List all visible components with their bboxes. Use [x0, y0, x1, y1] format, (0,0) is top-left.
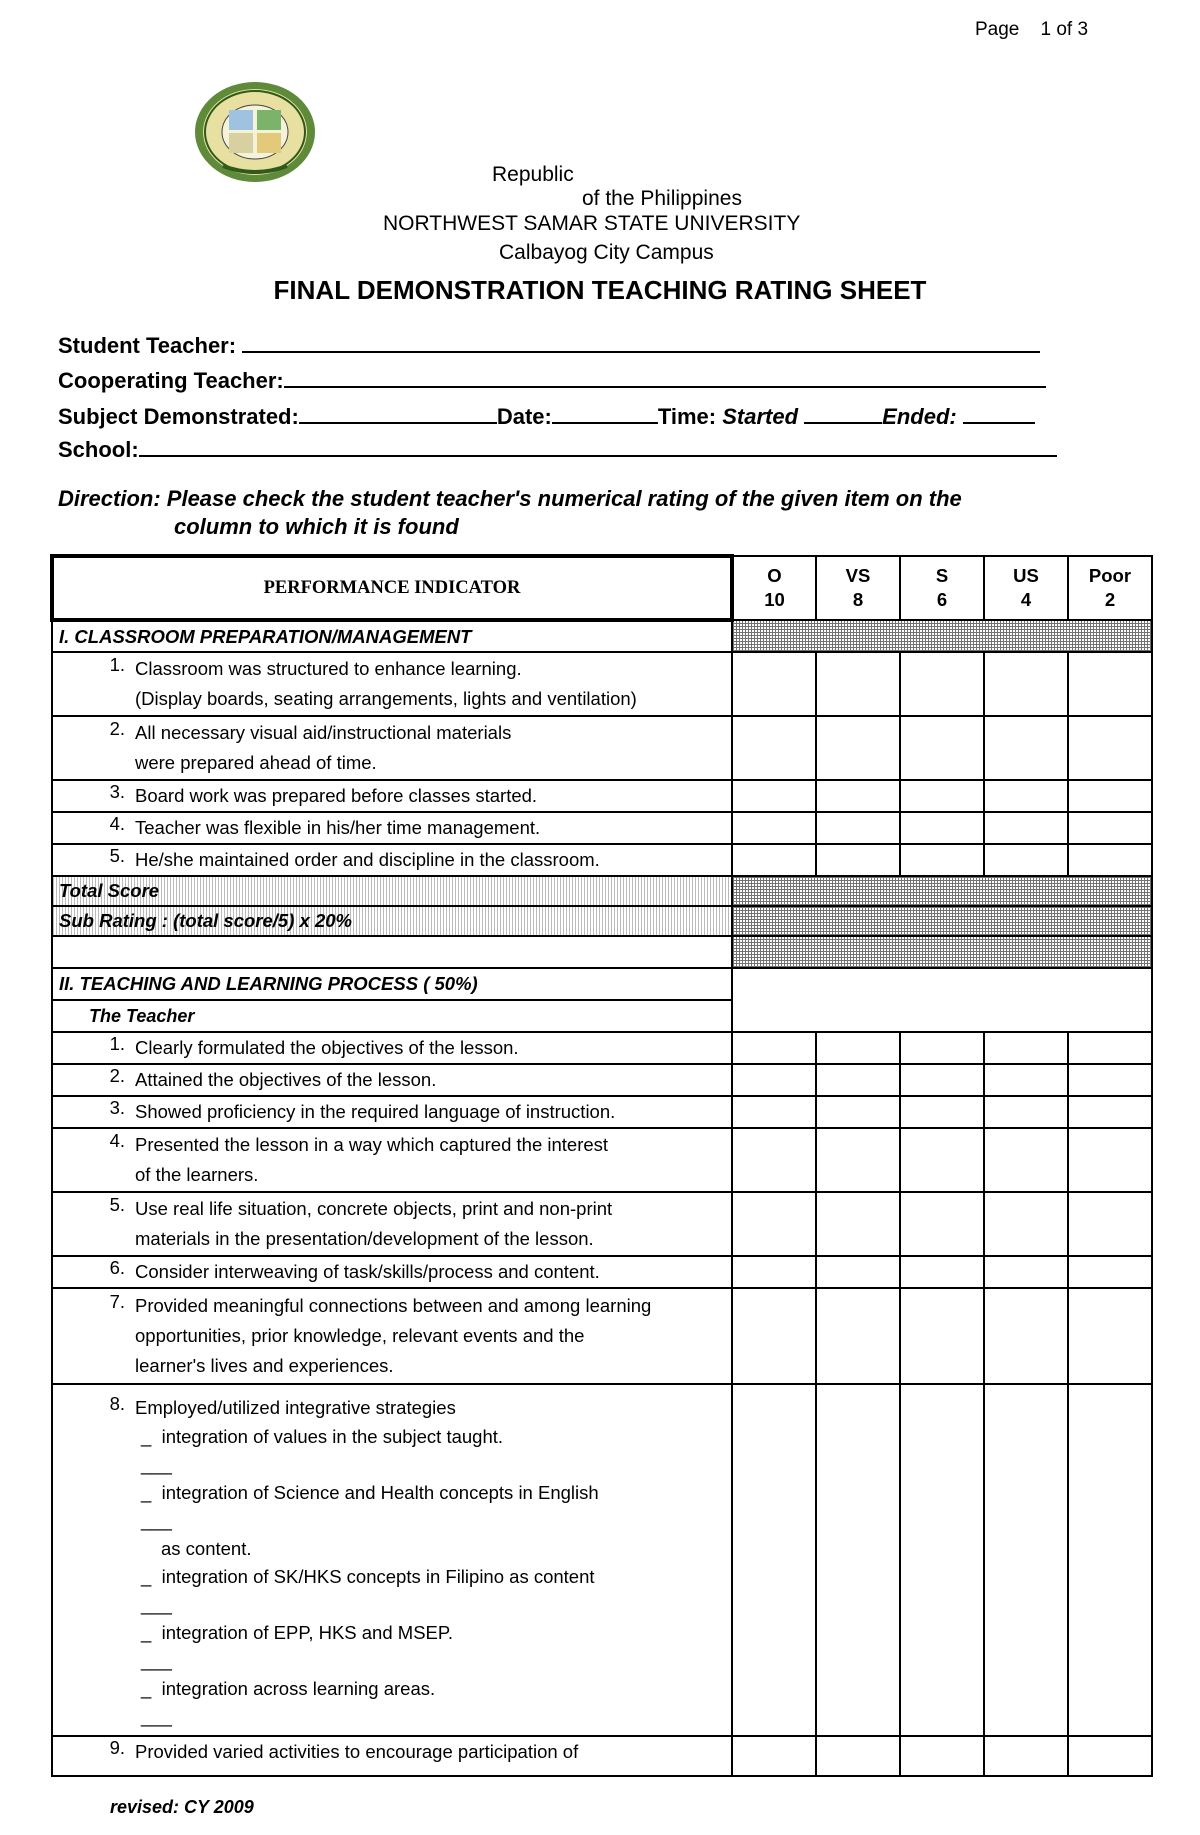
- rating-cell[interactable]: [732, 1032, 816, 1064]
- rating-cell[interactable]: [900, 812, 984, 844]
- student-teacher-line[interactable]: [242, 331, 1040, 353]
- rating-cell[interactable]: [984, 1288, 1068, 1384]
- table-row: [52, 652, 1152, 716]
- rating-cell[interactable]: [984, 1192, 1068, 1256]
- rating-cell[interactable]: [900, 716, 984, 780]
- rating-cell[interactable]: [984, 716, 1068, 780]
- table-row: [52, 716, 1152, 780]
- s1-item-2: 2. All necessary visual aid/instructional materials were prepared ahead of time.: [52, 716, 732, 780]
- item8-sub-2: _ integration of Science and Health concepts in English: [141, 1482, 599, 1503]
- section1-shaded-cell: [732, 620, 1152, 652]
- cooperating-teacher-label: Cooperating Teacher:: [58, 368, 284, 393]
- student-teacher-label: Student Teacher:: [58, 333, 237, 358]
- direction-text: [58, 485, 962, 541]
- total-score-cell[interactable]: [732, 876, 1152, 906]
- rating-cell[interactable]: [732, 1128, 816, 1192]
- rating-cell[interactable]: [732, 812, 816, 844]
- rating-cell[interactable]: [900, 1032, 984, 1064]
- cooperating-teacher-field[interactable]: [58, 366, 1046, 394]
- table-row: [52, 1384, 1152, 1736]
- s1-item-4: 4. Teacher was flexible in his/her time management.: [52, 812, 732, 844]
- rating-cell[interactable]: [984, 1256, 1068, 1288]
- item8-sub-1: _ integration of values in the subject taught.: [141, 1426, 504, 1447]
- table-row: [52, 1128, 1152, 1192]
- rating-cell[interactable]: [816, 1096, 900, 1128]
- rating-cell[interactable]: [1068, 1384, 1152, 1736]
- col-us-header: US 4: [984, 556, 1068, 620]
- started-label: Started: [722, 404, 799, 429]
- header-philippines: of the Philippines: [582, 187, 742, 210]
- sub-rating-label: Sub Rating : (total score/5) x 20%: [52, 906, 732, 936]
- rating-cell[interactable]: [732, 1064, 816, 1096]
- rating-cell[interactable]: [816, 1384, 900, 1736]
- rating-cell[interactable]: [816, 812, 900, 844]
- page-label: Page: [975, 19, 1020, 40]
- page-title: FINAL DEMONSTRATION TEACHING RATING SHEET: [273, 275, 927, 305]
- s2-item-2: 2. Attained the objectives of the lesson.: [52, 1064, 732, 1096]
- sub-rating-row: [52, 906, 1152, 936]
- table-row: [52, 1096, 1152, 1128]
- rating-cell[interactable]: [732, 1288, 816, 1384]
- rating-cell[interactable]: [984, 1384, 1068, 1736]
- direction-line-2: column to which it is found: [174, 514, 459, 539]
- s2-item-3: 3. Showed proficiency in the required language of instruction.: [52, 1096, 732, 1128]
- indicator-header: PERFORMANCE INDICATOR: [52, 556, 732, 620]
- rating-cell[interactable]: [900, 844, 984, 876]
- header-republic: Republic: [492, 163, 574, 186]
- item8-sub-3: _ integration of SK/HKS concepts in Filipino as content: [141, 1566, 595, 1587]
- total-score-label: Total Score: [52, 876, 732, 906]
- total-score-row: [52, 876, 1152, 906]
- table-header-row: [52, 556, 1152, 620]
- rating-cell[interactable]: [984, 844, 1068, 876]
- table-row: [52, 1032, 1152, 1064]
- rating-cell[interactable]: [900, 1256, 984, 1288]
- rating-cell[interactable]: [816, 652, 900, 716]
- school-field[interactable]: [58, 435, 1057, 463]
- section2-blank-cell: [732, 968, 1152, 1032]
- check-line[interactable]: ___: [141, 1706, 172, 1727]
- rating-cell[interactable]: [900, 1096, 984, 1128]
- rating-cell[interactable]: [900, 1736, 984, 1776]
- table-row: [52, 1288, 1152, 1384]
- header-campus: Calbayog City Campus: [499, 241, 714, 264]
- rating-cell[interactable]: [816, 780, 900, 812]
- subject-line[interactable]: [299, 402, 497, 424]
- rating-table: [50, 554, 1153, 1777]
- col-vs-header: VS 8: [816, 556, 900, 620]
- rating-cell[interactable]: [732, 844, 816, 876]
- rating-cell[interactable]: [732, 1096, 816, 1128]
- check-line[interactable]: ___: [141, 1650, 172, 1671]
- s1-item-5: 5. He/she maintained order and discipline in the classroom.: [52, 844, 732, 876]
- date-label: Date:: [496, 404, 552, 429]
- rating-cell[interactable]: [816, 1288, 900, 1384]
- rating-cell[interactable]: [1068, 1096, 1152, 1128]
- revision-footer: revised: CY 2009: [110, 1797, 254, 1817]
- check-line[interactable]: ___: [141, 1454, 172, 1475]
- rating-cell[interactable]: [1068, 1032, 1152, 1064]
- section1-title-row: [52, 620, 1152, 652]
- rating-cell[interactable]: [732, 1192, 816, 1256]
- rating-cell[interactable]: [732, 780, 816, 812]
- table-row: [52, 1064, 1152, 1096]
- s1-item-1: 1. Classroom was structured to enhance learning. (Display boards, seating arrangements, lights and ventilation): [52, 652, 732, 716]
- page-value: 1 of 3: [1040, 19, 1089, 40]
- rating-cell[interactable]: [732, 716, 816, 780]
- rating-cell[interactable]: [1068, 1736, 1152, 1776]
- rating-cell[interactable]: [816, 716, 900, 780]
- col-s-header: S 6: [900, 556, 984, 620]
- check-line[interactable]: ___: [141, 1594, 172, 1615]
- rating-cell[interactable]: [984, 1736, 1068, 1776]
- rating-cell[interactable]: [984, 1096, 1068, 1128]
- s1-item-3: 3. Board work was prepared before classes started.: [52, 780, 732, 812]
- school-line[interactable]: [139, 435, 1057, 457]
- direction-line-1: Direction: Please check the student teacher's numerical rating of the given item on the: [58, 486, 962, 511]
- rating-cell[interactable]: [1068, 1288, 1152, 1384]
- rating-cell[interactable]: [1068, 1064, 1152, 1096]
- rating-cell[interactable]: [900, 1064, 984, 1096]
- rating-cell[interactable]: [1068, 652, 1152, 716]
- rating-cell[interactable]: [900, 780, 984, 812]
- subject-date-time-field[interactable]: [58, 402, 1035, 430]
- rating-cell[interactable]: [900, 1192, 984, 1256]
- s2-item-9: 9. Provided varied activities to encourage participation of: [52, 1736, 732, 1776]
- item8-sub-list: [59, 1423, 731, 1731]
- rating-cell[interactable]: [1068, 1128, 1152, 1192]
- s2-item-4: 4. Presented the lesson in a way which captured the interest of the learners.: [52, 1128, 732, 1192]
- rating-cell[interactable]: [732, 652, 816, 716]
- s2-item-6: 6. Consider interweaving of task/skills/process and content.: [52, 1256, 732, 1288]
- rating-cell[interactable]: [816, 1032, 900, 1064]
- rating-cell[interactable]: [1068, 844, 1152, 876]
- rating-cell[interactable]: [1068, 1256, 1152, 1288]
- rating-cell[interactable]: [1068, 716, 1152, 780]
- school-label: School:: [58, 437, 139, 462]
- rating-cell[interactable]: [984, 652, 1068, 716]
- rating-cell[interactable]: [732, 1256, 816, 1288]
- sub-rating-cell[interactable]: [732, 906, 1152, 936]
- rating-cell[interactable]: [1068, 1192, 1152, 1256]
- rating-cell[interactable]: [816, 1256, 900, 1288]
- section1-title: I. CLASSROOM PREPARATION/MANAGEMENT: [52, 620, 732, 652]
- ended-line[interactable]: [963, 402, 1035, 424]
- rating-cell[interactable]: [732, 1384, 816, 1736]
- header-university: NORTHWEST SAMAR STATE UNIVERSITY: [383, 212, 801, 235]
- s2-item-8: 8. Employed/utilized integrative strategies _ integration of values in the subject taught. ___ _ integration of Science and Health concepts in English ___ as content. _ integration of SK/HKS concepts in Filipino as content ___ _ integration of EPP, HKS and MSEP. ___ _ integration across learning areas. ___: [52, 1384, 732, 1736]
- table-row: [52, 1736, 1152, 1776]
- s2-item-1: 1. Clearly formulated the objectives of the lesson.: [52, 1032, 732, 1064]
- item8-sub-2b: as content.: [161, 1538, 252, 1559]
- student-teacher-field[interactable]: [58, 331, 1040, 359]
- table-row: [52, 1192, 1152, 1256]
- rating-table-wrapper: [50, 554, 1150, 1777]
- ended-label: Ended:: [882, 404, 957, 429]
- date-line[interactable]: [552, 402, 658, 424]
- rating-cell[interactable]: [984, 1032, 1068, 1064]
- rating-cell[interactable]: [732, 1736, 816, 1776]
- table-row: [52, 1256, 1152, 1288]
- item8-sub-4: _ integration of EPP, HKS and MSEP.: [141, 1622, 453, 1643]
- section2-title-row: [52, 968, 1152, 1000]
- rating-cell[interactable]: [816, 844, 900, 876]
- rating-cell[interactable]: [816, 1192, 900, 1256]
- rating-cell[interactable]: [1068, 812, 1152, 844]
- section2-title: II. TEACHING AND LEARNING PROCESS ( 50%): [52, 968, 732, 1000]
- rating-cell[interactable]: [1068, 780, 1152, 812]
- spacer-cell: [52, 936, 732, 968]
- section2-subtitle: The Teacher: [52, 1000, 732, 1032]
- rating-cell[interactable]: [900, 1384, 984, 1736]
- item8-sub-5: _ integration across learning areas.: [141, 1678, 436, 1699]
- subject-label: Subject Demonstrated:: [58, 404, 299, 429]
- col-poor-header: Poor 2: [1068, 556, 1152, 620]
- rating-cell[interactable]: [984, 812, 1068, 844]
- table-row: [52, 812, 1152, 844]
- rating-cell[interactable]: [984, 780, 1068, 812]
- rating-cell[interactable]: [816, 1128, 900, 1192]
- table-row: [52, 780, 1152, 812]
- spacer-row: [52, 936, 1152, 968]
- rating-cell[interactable]: [900, 1288, 984, 1384]
- s2-item-7: 7. Provided meaningful connections between and among learning opportunities, prior knowledge, relevant events and the learner's lives and experiences.: [52, 1288, 732, 1384]
- rating-cell[interactable]: [984, 1064, 1068, 1096]
- university-seal: [193, 80, 317, 184]
- col-o-header: O 10: [732, 556, 816, 620]
- table-row: [52, 844, 1152, 876]
- rating-cell[interactable]: [816, 1064, 900, 1096]
- s2-item-5: 5. Use real life situation, concrete objects, print and non-print materials in the presentation/development of the lesson.: [52, 1192, 732, 1256]
- page-number: [975, 19, 1088, 41]
- rating-cell[interactable]: [816, 1736, 900, 1776]
- rating-cell[interactable]: [900, 652, 984, 716]
- cooperating-teacher-line[interactable]: [284, 366, 1046, 388]
- started-line[interactable]: [804, 402, 882, 424]
- check-line[interactable]: ___: [141, 1510, 172, 1531]
- rating-cell[interactable]: [900, 1128, 984, 1192]
- spacer-shaded-cell: [732, 936, 1152, 968]
- rating-cell[interactable]: [984, 1128, 1068, 1192]
- time-label: Time:: [657, 404, 717, 429]
